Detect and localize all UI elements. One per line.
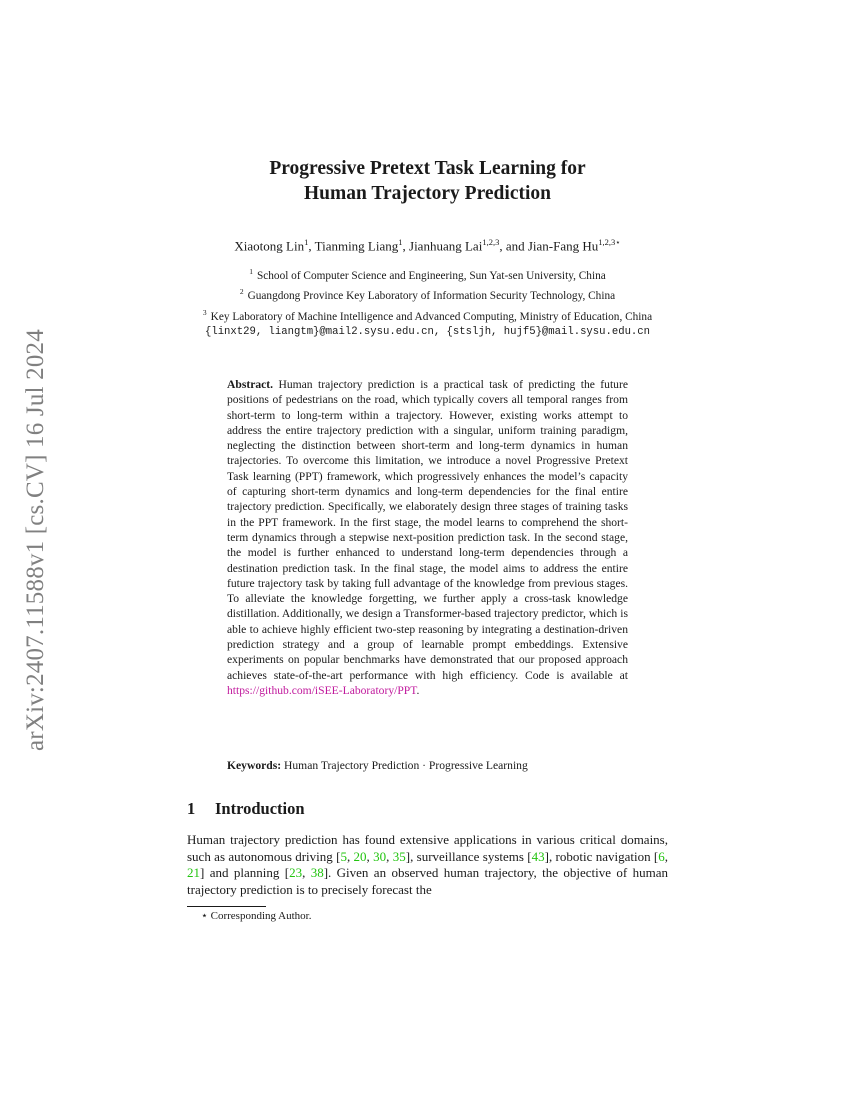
title-line-1: Progressive Pretext Task Learning for [269,158,586,179]
citation-link[interactable]: 6 [658,848,665,864]
author-affil-mark: 1,2,3 [482,237,500,247]
affiliation-text: School of Computer Science and Engineering, Sun Yat-sen University, China [256,269,606,282]
author-separator: , and [499,238,528,254]
author-name: Jianhuang Lai [409,238,483,254]
affiliation-text: Key Laboratory of Machine Intelligence and Advanced Computing, Ministry of Education, China [210,310,653,323]
citation-link[interactable]: 30 [373,848,387,864]
intro-text: Human trajectory prediction has found extensive applications in various critical domains, such as autonomous driving [ [187,832,668,864]
footnote-mark: ⋆ [201,910,208,922]
intro-text: , [346,848,354,864]
intro-text: ] and planning [ [200,865,290,880]
citation-link[interactable]: 20 [353,848,367,864]
author-name: Xiaotong Lin [234,238,305,254]
arxiv-identifier: arXiv:2407.11588v1 [cs.CV] 16 Jul 2024 [22,329,49,751]
keywords-text: Human Trajectory Prediction · Progressive Learning [284,759,528,772]
author-affil-mark: 1 [304,237,309,247]
citation-link[interactable]: 5 [340,848,347,864]
intro-text: , [386,848,393,864]
author-name: Jian-Fang Hu [527,238,599,254]
title-line-2: Human Trajectory Prediction [304,183,551,204]
footnote-rule [187,906,266,907]
author-affil-mark: 1 [398,237,403,247]
paper-title [187,156,668,206]
citation-link[interactable]: 21 [187,865,200,880]
author-separator: , [402,238,410,254]
affiliation-mark: 3 [202,307,207,317]
intro-text: ], surveillance systems [ [405,848,532,864]
intro-text: ], robotic navigation [ [544,848,659,864]
footnote-text: Corresponding Author. [210,910,312,922]
affiliation-item [187,264,668,284]
intro-text: , [302,865,311,880]
author-list [187,234,668,254]
affiliation-mark: 1 [249,267,253,276]
affiliation-item [187,284,668,304]
intro-text: , [664,848,669,864]
abstract-label: Abstract. [227,378,274,391]
section-title: Introduction [215,799,305,818]
citation-link[interactable]: 43 [531,848,545,864]
code-link[interactable]: https://github.com/iSEE-Laboratory/PPT [227,683,417,697]
intro-text: ]. Given an observed human trajectory, the objective of human trajectory prediction is to precisely forecast the [187,865,668,897]
intro-paragraph [187,832,668,898]
affiliation-mark: 2 [239,287,244,297]
affiliation-text: Guangdong Province Key Laboratory of Information Security Technology, China [247,290,616,303]
footnote [201,909,661,923]
keywords-label: Keywords: [227,759,282,772]
intro-text: , [366,848,374,864]
author-name: Tianming Liang [314,238,399,254]
abstract [227,377,628,698]
section-number: 1 [187,799,196,818]
affiliation-list [187,264,668,340]
citation-link[interactable]: 23 [289,865,303,880]
citation-link[interactable]: 38 [310,865,324,880]
author-separator: , [308,238,315,254]
section-heading [187,799,668,819]
abstract-end: . [416,683,420,697]
citation-link[interactable]: 35 [392,848,406,864]
abstract-text: Human trajectory prediction is a practical task of predicting the future positions of pedestrians on the road, which typically covers all temporal ranges from short-term to long-term within a trajectory. However, existing works attempt to address the entire trajectory prediction with a singular, uniform training paradigm, neglecting the distinction between short-term and long-term dynamics in human trajectories. To overcome this limitation, we introduce a novel Progressive Pretext Task learning (PPT) framework, which progressively enhances the model’s capacity of capturing short-term dynamics and long-term dependencies for the final entire trajectory prediction. Specifically, we elaborately design three stages of training tasks in the PPT framework. In the first stage, the model learns to comprehend the short-term dynamics through a stepwise next-position prediction task. In the second stage, the model is further enhanced to understand long-term dependencies through a destination prediction task. In the final stage, the model aims to address the entire future trajectory task by taking full advantage of the knowledge from previous stages. To alleviate the knowledge forgetting, we further apply a cross-task knowledge distillation. Additionally, we design a Transformer-based trajectory predictor, which is able to achieve highly efficient two-step reasoning by integrating a destination-driven prediction strategy and a group of learnable prompt embeddings. Extensive experiments on popular benchmarks have demonstrated that our proposed approach achieves state-of-the-art performance with high efficiency. Code is available at [227,378,628,682]
author-affil-mark: 1,2,3 [598,237,616,247]
affiliation-item [187,305,668,325]
author-emails: {linxt29, liangtm}@mail2.sysu.edu.cn, {stsljh, hujf5}@mail.sysu.edu.cn [204,325,650,338]
corresponding-mark: ⋆ [615,237,621,247]
keywords [227,758,628,773]
